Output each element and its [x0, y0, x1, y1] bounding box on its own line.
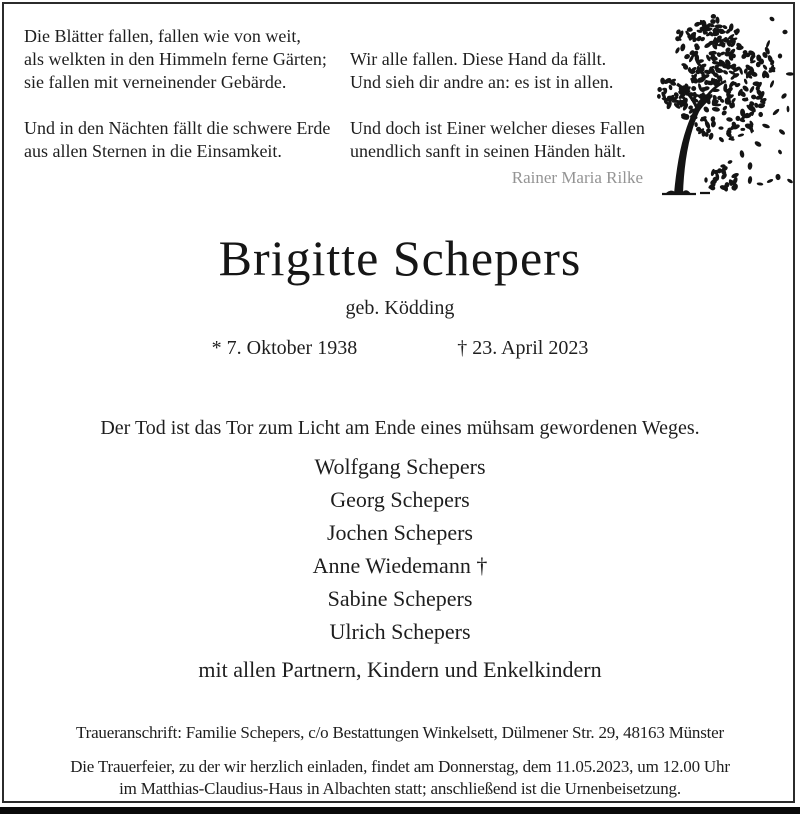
poem-stanza [350, 117, 645, 163]
death-date: † 23. April 2023 [457, 337, 589, 359]
mourners-list [0, 450, 800, 648]
mourner-name: Sabine Schepers [327, 586, 473, 611]
poem-left-column [24, 25, 330, 186]
poem-line: aus allen Sternen in die Einsamkeit. [24, 141, 282, 161]
poem-stanza [24, 117, 330, 163]
poem-line: Die Blätter fallen, fallen wie von weit, [24, 26, 301, 46]
tree-leaves [657, 14, 794, 192]
mourner-name: Wolfgang Schepers [314, 454, 486, 479]
epitaph: Der Tod ist das Tor zum Licht am Ende eines mühsam gewordenen Weges. [100, 417, 700, 439]
poem-stanza [24, 25, 330, 94]
mourner-name: Anne Wiedemann † [312, 553, 488, 578]
mourners-suffix: mit allen Partnern, Kindern und Enkelkindern [198, 657, 602, 682]
birth-date: * 7. Oktober 1938 [211, 337, 358, 359]
poem-line: unendlich sanft in seinen Händen hält. [350, 141, 626, 161]
poem-line: Und doch ist Einer welcher dieses Fallen [350, 118, 645, 138]
funeral-line: im Matthias-Claudius-Haus in Albachten statt; anschließend ist die Urnenbeisetzung. [119, 779, 681, 798]
poem-line: sie fallen mit verneinender Gebärde. [24, 72, 287, 92]
mourning-address: Traueranschrift: Familie Schepers, c/o Bestattungen Winkelsett, Dülmener Str. 29, 48163 Münster [76, 723, 724, 742]
mourner-name: Jochen Schepers [326, 520, 473, 545]
maiden-name: geb. Ködding [345, 297, 455, 319]
poem-stanza [350, 48, 645, 94]
mourner-name: Ulrich Schepers [329, 619, 471, 644]
funeral-info [0, 756, 800, 800]
autumn-tree-icon [650, 4, 795, 196]
tree-svg [650, 4, 795, 196]
ground-line [662, 193, 710, 194]
deceased-name: Brigitte Schepers [218, 230, 582, 286]
poem-attribution: Rainer Maria Rilke [511, 168, 643, 187]
poem-right-column [350, 48, 645, 186]
mourner-name: Georg Schepers [330, 487, 470, 512]
poem-line: Wir alle fallen. Diese Hand da fällt. [350, 49, 607, 69]
poem-line: Und in den Nächten fällt die schwere Erde [24, 118, 331, 138]
poem-line: als welkten in den Himmeln ferne Gärten; [24, 49, 327, 69]
poem-line: Und sieh dir andre an: es ist in allen. [350, 72, 614, 92]
funeral-line: Die Trauerfeier, zu der wir herzlich einladen, findet am Donnerstag, dem 11.05.2023, um 12.00 Uhr [70, 757, 730, 776]
bottom-separator-bar [0, 807, 800, 814]
life-dates [0, 337, 800, 360]
